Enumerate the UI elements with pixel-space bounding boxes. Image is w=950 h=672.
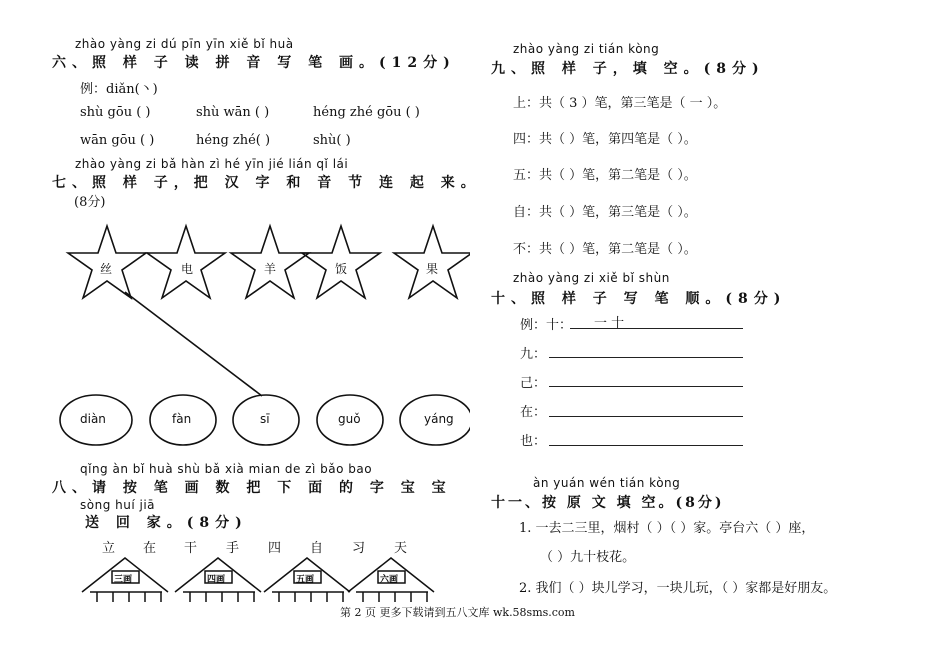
s9-row: 自：共（ ）笔，第三笔是（ ）。 [513,205,697,220]
house-label: 三画 [114,575,133,585]
s10-example-label: 例：十： [520,318,573,333]
oval-pinyin: fàn [172,412,192,426]
s8-char: 天 [394,541,408,556]
s10-label: 九： [520,347,547,362]
s10-label: 己： [520,376,547,391]
s9-row: 不：共（ ）笔，第二笔是（ ）。 [513,242,697,257]
s6-row2-item: héng zhé( ) [196,133,271,148]
oval-pinyin: sī [260,412,270,426]
s8-pinyin-1: qǐng àn bǐ huà shù bǎ xià mian de zì bǎo bao [80,462,373,476]
page-footer: 第 2 页 更多下载请到五八文库 wk.58sms.com [340,606,575,619]
s10-title: 十、照 样 子 写 笔 顺。(8分) [491,291,787,307]
s11-line: 1. 一去二三里，烟村（ ）（ ）家。亭台六（ ）座， [519,521,815,536]
s9-row: 四：共（ ）笔，第四笔是（ ）。 [513,132,697,147]
s9-pinyin: zhào yàng zi tián kòng [513,42,660,56]
s8-char: 立 [102,541,116,556]
s8-char: 干 [184,541,198,556]
house-label: 六画 [380,575,399,585]
s7-pinyin: zhào yàng zi bǎ hàn zì hé yīn jié lián qǐ lái [75,157,349,171]
s9-row: 五：共（ ）笔，第二笔是（ ）。 [513,168,697,183]
answer-line [570,328,743,329]
answer-line[interactable] [549,416,743,417]
star-char: 果 [426,262,439,276]
s8-title-1: 八、请 按 笔 画 数 把 下 面 的 字 宝 宝 [52,480,452,496]
s10-example-strokes: 一 十 [594,316,625,331]
s10-label: 也： [520,434,547,449]
s6-row1-item: héng zhé gōu ( ) [313,105,420,120]
s8-houses [0,0,470,610]
star-char: 羊 [264,262,277,276]
oval-pinyin: yáng [424,412,454,426]
s11-line: 2. 我们（ ）块儿学习，一块儿玩，（ ）家都是好朋友。 [519,581,837,596]
s7-title: 七、照 样 子，把 汉 字 和 音 节 连 起 来。 [52,175,481,191]
s8-char: 在 [143,541,157,556]
s8-char: 四 [268,541,282,556]
answer-line[interactable] [549,357,743,358]
s6-row1-item: shù gōu ( ) [80,105,151,120]
s10-pinyin: zhào yàng zi xiě bǐ shùn [513,271,670,285]
star-char: 电 [181,262,194,276]
s11-pinyin: àn yuán wén tián kòng [533,476,681,490]
s6-row1-item: shù wān ( ) [196,105,270,120]
s9-row: 上：共（ 3 ）笔，第三笔是（ 一 ）。 [513,96,727,111]
answer-line[interactable] [549,386,743,387]
star-char: 丝 [100,262,113,276]
oval-pinyin: guǒ [338,412,361,426]
s10-label: 在： [520,405,547,420]
s11-title: 十一、按 原 文 填 空。(8分) [491,495,725,511]
answer-line[interactable] [549,445,743,446]
s8-pinyin-2: sòng huí jiā [80,498,156,512]
s6-title: 六、照 样 子 读 拼 音 写 笔 画。(12分) [52,55,456,71]
oval-pinyin: diàn [80,412,106,426]
s8-char: 习 [352,541,366,556]
house-label: 五画 [296,575,315,585]
s8-title-2: 送 回 家。(8分) [85,515,248,531]
s6-pinyin: zhào yàng zi dú pīn yīn xiě bǐ huà [75,37,294,51]
s8-char: 手 [226,541,240,556]
s11-line: （ ）九十枝花。 [540,550,636,565]
s8-char: 自 [310,541,324,556]
s7-score: (8分) [74,195,106,210]
s6-row2-item: shù( ) [313,133,351,148]
s6-example: 例：diǎn(丶) [80,82,158,97]
house-label: 四画 [207,575,226,585]
s9-title: 九、照 样 子，填 空。(8分) [491,61,765,77]
star-char: 饭 [335,262,348,276]
s6-row2-item: wān gōu ( ) [80,133,155,148]
